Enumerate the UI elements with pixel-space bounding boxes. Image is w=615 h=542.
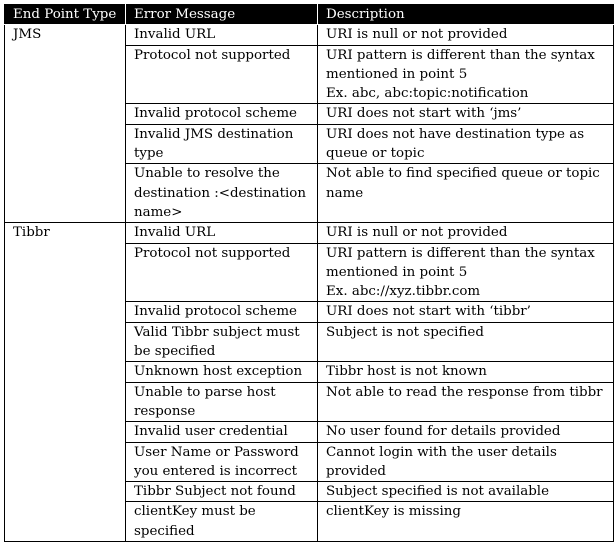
header-end-point-type: End Point Type <box>5 5 126 25</box>
error-message-cell <box>126 104 318 124</box>
description-cell <box>318 25 614 45</box>
description-line: Ex. abc, abc:topic:notification <box>326 86 529 102</box>
error-message-cell <box>126 223 318 243</box>
error-table <box>4 4 614 542</box>
description-line: queue or topic <box>326 146 425 162</box>
description-line: Ex. abc://xyz.tibbr.com <box>326 284 481 300</box>
error-message-line: Protocol not supported <box>134 47 291 63</box>
error-message-line: specified <box>134 523 195 539</box>
error-message-cell <box>126 362 318 382</box>
description-cell <box>318 382 614 422</box>
description-cell <box>318 502 614 542</box>
end-point-type-cell: Tibbr <box>5 223 126 542</box>
table-body <box>5 25 614 542</box>
description-cell <box>318 442 614 482</box>
error-message-cell <box>126 243 318 302</box>
description-line: provided <box>326 463 386 479</box>
error-message-cell <box>126 45 318 104</box>
description-cell <box>318 164 614 223</box>
description-line: URI does not start with ‘tibbr’ <box>326 304 531 320</box>
error-message-cell <box>126 382 318 422</box>
error-message-line: Unable to parse host <box>134 384 276 400</box>
header-row <box>5 5 614 25</box>
description-cell <box>318 422 614 442</box>
description-cell <box>318 243 614 302</box>
error-message-line: you entered is incorrect <box>134 463 298 479</box>
description-cell <box>318 223 614 243</box>
description-cell <box>318 45 614 104</box>
error-message-line: Valid Tibbr subject must <box>134 324 300 340</box>
error-message-cell <box>126 302 318 322</box>
error-message-cell <box>126 322 318 362</box>
description-line: URI pattern is different than the syntax <box>326 47 595 63</box>
header-error-message: Error Message <box>126 5 318 25</box>
description-line: name <box>326 185 364 201</box>
description-line: URI does not have destination type as <box>326 126 585 142</box>
description-line: Subject is not specified <box>326 324 484 340</box>
description-line: Subject specified is not available <box>326 484 550 500</box>
description-cell <box>318 362 614 382</box>
description-line: mentioned in point 5 <box>326 66 468 82</box>
end-point-type-cell: JMS <box>5 25 126 223</box>
error-message-line: Invalid protocol scheme <box>134 106 297 122</box>
error-message-line: Invalid protocol scheme <box>134 304 297 320</box>
description-cell <box>318 482 614 502</box>
description-line: URI is null or not provided <box>326 27 508 43</box>
error-message-line: Tibbr Subject not found <box>134 484 296 500</box>
header-description: Description <box>318 5 614 25</box>
error-message-line: name> <box>134 204 183 220</box>
description-cell <box>318 124 614 164</box>
error-message-line: Invalid JMS destination <box>134 126 294 142</box>
error-message-line: Invalid user credential <box>134 424 288 440</box>
error-message-line: Invalid URL <box>134 27 216 43</box>
description-line: No user found for details provided <box>326 424 561 440</box>
description-line: Not able to find specified queue or topic <box>326 166 600 182</box>
error-message-cell <box>126 502 318 542</box>
description-cell <box>318 104 614 124</box>
table-row <box>5 223 614 243</box>
error-message-line: response <box>134 403 196 419</box>
description-line: Cannot login with the user details <box>326 444 557 460</box>
error-message-cell <box>126 124 318 164</box>
table-header <box>5 5 614 25</box>
error-message-line: Unknown host exception <box>134 364 303 380</box>
error-message-line: clientKey must be <box>134 504 256 520</box>
error-message-line: destination :<destination <box>134 185 306 201</box>
description-line: URI pattern is different than the syntax <box>326 245 595 261</box>
description-line: mentioned in point 5 <box>326 264 468 280</box>
error-message-line: Invalid URL <box>134 225 216 241</box>
error-message-line: Unable to resolve the <box>134 166 280 182</box>
error-message-line: be specified <box>134 344 216 360</box>
error-message-line: User Name or Password <box>134 444 299 460</box>
error-message-line: Protocol not supported <box>134 245 291 261</box>
error-message-line: type <box>134 146 164 162</box>
error-message-cell <box>126 164 318 223</box>
description-line: Tibbr host is not known <box>326 364 487 380</box>
error-message-cell <box>126 422 318 442</box>
table-row <box>5 25 614 45</box>
description-line: URI is null or not provided <box>326 225 508 241</box>
error-message-cell <box>126 25 318 45</box>
description-cell <box>318 302 614 322</box>
error-message-cell <box>126 442 318 482</box>
description-cell <box>318 322 614 362</box>
description-line: clientKey is missing <box>326 504 461 520</box>
description-line: Not able to read the response from tibbr <box>326 384 603 400</box>
description-line: URI does not start with ‘jms’ <box>326 106 522 122</box>
error-message-cell <box>126 482 318 502</box>
